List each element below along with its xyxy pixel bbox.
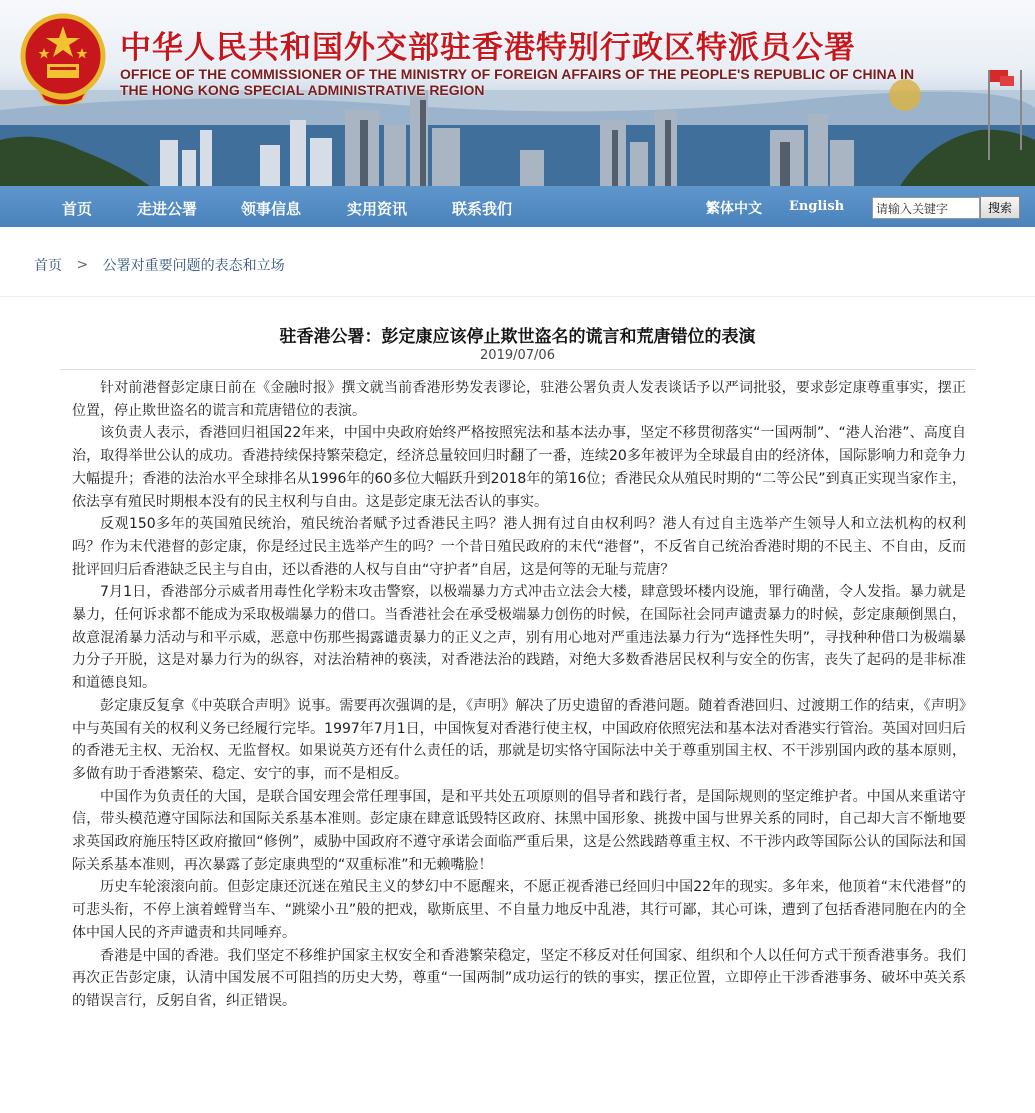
chevron-right-icon: > (76, 257, 89, 273)
site-title-cn: 中华人民共和国外交部驻香港特别行政区特派员公署 (120, 30, 856, 66)
breadcrumb-current-link[interactable]: 公署对重要问题的表态和立场 (102, 258, 285, 274)
article-paragraph: 历史车轮滚滚向前。但彭定康还沉迷在殖民主义的梦幻中不愿醒来，不愿正视香港已经回归中国22年的现实。多年来，他顶着“末代港督”的可悲头衔，不停上演着螳臂当车、“跳梁小丑”般的把戏，歇斯底里、不自量力地反中乱港，其行可鄙，其心可诛，遭到了包括香港同胞在内的全体中国人民的齐声谴责和共同唾弃。 (72, 879, 966, 941)
lang-traditional-link[interactable]: 繁体中文 (706, 201, 762, 217)
nav-item-home[interactable]: 首页 (62, 200, 93, 218)
lang-english-link[interactable]: English (789, 199, 845, 214)
search-input[interactable] (872, 197, 980, 219)
article-paragraph: 中国作为负责任的大国，是联合国安理会常任理事国，是和平共处五项原则的倡导者和践行者，是国际规则的坚定维护者。中国从来重诺守信，带头模范遵守国际法和国际关系基本准则。彭定康在肆意诋毁特区政府、抹黑中国形象、挑拨中国与世界关系的同时，自己却大言不惭地要求英国政府施压特区政府撤回“修例”，威胁中国政府不遵守承诺会面临严重后果，这是公然践踏尊重主权、不干涉内政等国际公认的国际法和国际关系基本准则，再次暴露了彭定康典型的“双重标准”和无赖嘴脸！ (72, 788, 966, 873)
breadcrumb (34, 255, 285, 275)
site-title-en (120, 66, 914, 98)
site-banner (0, 0, 1035, 186)
nav-item-about[interactable]: 走进公署 (137, 200, 198, 218)
article-paragraph: 反观150多年的英国殖民统治，殖民统治者赋予过香港民主吗？港人拥有过自由权利吗？港人有过自主选举产生领导人和立法机构的权利吗？作为末代港督的彭定康，你是经过民主选举产生的吗？一个昔日殖民政府的末代“港督”，不反省自己统治香港时期的不民主、不自由，反而批评回归后香港缺乏民主与自由，还以香港的人权与自由“守护者”自居，这是何等的无耻与荒唐？ (72, 516, 966, 578)
article-paragraph: 该负责人表示，香港回归祖国22年来，中国中央政府始终严格按照宪法和基本法办事，坚定不移贯彻落实“一国两制”、“港人治港”、高度自治，取得举世公认的成功。香港持续保持繁荣稳定，经济总量较回归时翻了一番，连续20多年被评为全球最自由的经济体，国际影响力和竞争力大幅提升；香港的法治水平全球排名从1996年的60多位大幅跃升到2018年的第16位；香港民众从殖民时期的“二等公民”到真正实现当家作主，依法享有殖民时期根本没有的民主权利与自由。这是彭定康无法否认的事实。 (72, 425, 966, 510)
site-title-en-line1: OFFICE OF THE COMMISSIONER OF THE MINISTRY OF FOREIGN AFFAIRS OF THE PEOPLE'S REPUBLIC OF CHINA IN (120, 66, 915, 82)
article-divider (60, 369, 975, 370)
article-paragraph: 彭定康反复拿《中英联合声明》说事。需要再次强调的是，《声明》解决了历史遗留的香港问题。随着香港回归、过渡期工作的结束，《声明》中与英国有关的权利义务已经履行完毕。1997年7月1日，中国恢复对香港行使主权，中国政府依照宪法和基本法对香港实行管治。英国对回归后的香港无主权、无治权、无监督权。如果说英方还有什么责任的话，那就是切实恪守国际法中关于尊重别国主权、不干涉别国内政的基本原则，多做有助于香港繁荣、稳定、安宁的事，而不是相反。 (72, 697, 966, 782)
site-title-en-line2: THE HONG KONG SPECIAL ADMINISTRATIVE REGION (120, 82, 485, 98)
breadcrumb-divider (0, 296, 1035, 297)
nav-item-contact[interactable]: 联系我们 (452, 200, 513, 218)
national-emblem-icon (20, 12, 106, 108)
nav-item-info[interactable]: 实用资讯 (347, 200, 408, 218)
article-title: 驻香港公署：彭定康应该停止欺世盗名的谎言和荒唐错位的表演 (279, 327, 756, 347)
article-date: 2019/07/06 (480, 348, 555, 363)
article-body (72, 377, 966, 1013)
article-paragraph: 针对前港督彭定康日前在《金融时报》撰文就当前香港形势发表谬论，驻港公署负责人发表谈话予以严词批驳，要求彭定康尊重事实，摆正位置，停止欺世盗名的谎言和荒唐错位的表演。 (72, 380, 966, 419)
article-paragraph: 香港是中国的香港。我们坚定不移维护国家主权安全和香港繁荣稳定，坚定不移反对任何国家、组织和个人以任何方式干预香港事务。我们再次正告彭定康，认清中国发展不可阻挡的历史大势，尊重“一国两制”成功运行的铁的事实，摆正位置，立即停止干涉香港事务、破坏中英关系的错误言行，反躬自省，纠正错误。 (72, 947, 966, 1009)
breadcrumb-home-link[interactable]: 首页 (34, 258, 62, 274)
article-paragraph: 7月1日，香港部分示威者用毒性化学粉末攻击警察，以极端暴力方式冲击立法会大楼，肆意毁坏楼内设施，罪行确凿，令人发指。暴力就是暴力，任何诉求都不能成为采取极端暴力的借口。当香港社会在承受极端暴力创伤的时候，在国际社会同声谴责暴力的时候，彭定康颠倒黑白，故意混淆暴力活动与和平示威，恶意中伤那些揭露谴责暴力的正义之声，别有用心地对严重违法暴力行为“选择性失明”，寻找种种借口为极端暴力分子开脱，这是对暴力行为的纵容，对法治精神的亵渎，对香港法治的践踏，对绝大多数香港居民权利与安全的伤害，丧失了起码的是非标准和道德良知。 (72, 584, 966, 692)
search-button[interactable]: 搜索 (980, 196, 1020, 219)
nav-item-consular[interactable]: 领事信息 (241, 200, 302, 218)
